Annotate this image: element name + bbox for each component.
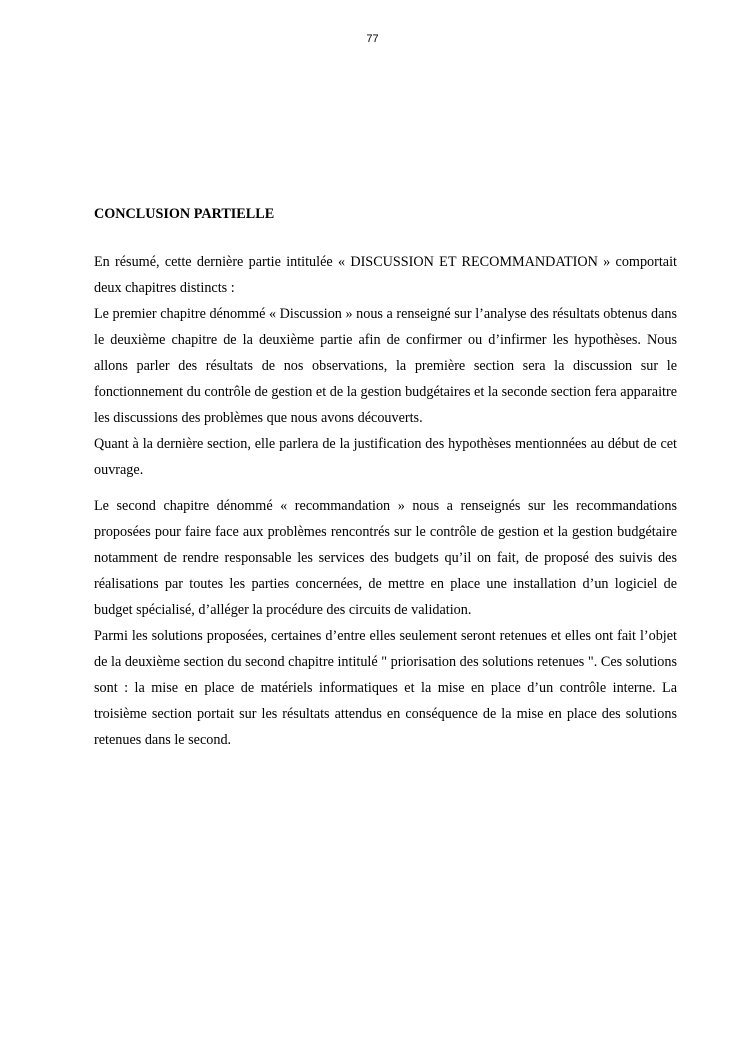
paragraph-last-section: Quant à la dernière section, elle parlera de la justification des hypothèses mentionnées au début de cet ouvrage. [94,436,677,478]
document-body [94,201,677,753]
page-number: 77 [366,33,379,45]
paragraph-second-chapter: Le second chapitre dénommé « recommandation » nous a renseignés sur les recommandations proposées pour faire face aux problèmes rencontrés sur le contrôle de gestion et la gestion budgétaire notamment de rendre responsable les services des budgets qu’il on fait, de proposé des suivis des réalisations par toutes les parties concernées, de mettre en place une installation d’un logiciel de budget spécialisé, d’alléger la procédure des circuits de validation. [94,498,677,618]
section-heading: CONCLUSION PARTIELLE [94,206,275,222]
paragraph-solutions: Parmi les solutions proposées, certaines d’entre elles seulement seront retenues et elles ont fait l’objet de la deuxième section du second chapitre intitulé " priorisation des solutions retenues ". Ces solutions sont : la mise en place de matériels informatiques et la mise en place d’un contrôle interne. La troisième section portait sur les résultats attendus en conséquence de la mise en place des solutions retenues dans le second. [94,628,677,748]
paragraph-first-chapter: Le premier chapitre dénommé « Discussion » nous a renseigné sur l’analyse des résultats obtenus dans le deuxième chapitre de la deuxième partie afin de confirmer ou d’infirmer les hypothèses. Nous allons parler des résultats de nos observations, la première section sera la discussion sur le fonctionnement du contrôle de gestion et de la gestion budgétaires et la seconde section fera apparaitre les discussions des problèmes que nous avons découverts. [94,306,677,426]
paragraph-intro: En résumé, cette dernière partie intitulée « DISCUSSION ET RECOMMANDATION » comportait deux chapitres distincts : [94,254,677,296]
